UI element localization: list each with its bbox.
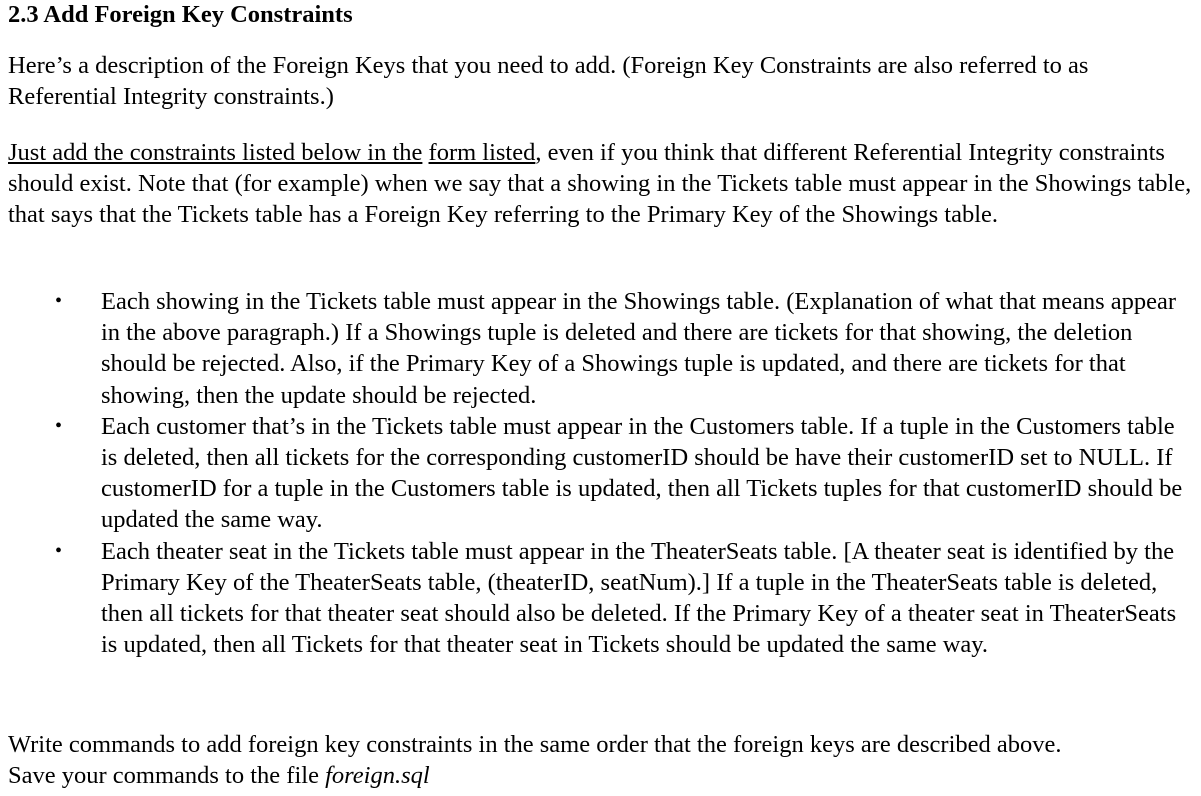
constraint-text-showings: Each showing in the Tickets table must appear in the Showings table. (Explanation of what that means appear in the above paragraph.) If a Showings tuple is deleted and there are tickets for that showing, the deletion should be rejected. Also, if the Primary Key of a Showings tuple is updated, and there are tickets for that showing, then the update should be rejected. [101,288,1177,409]
constraint-list [0,286,1201,660]
list-item [0,536,1201,661]
constraint-text-customers: Each customer that’s in the Tickets table must appear in the Customers table. If a tuple in the Customers table is deleted, then all tickets for the corresponding customerID should be have their customerID set to NULL. If customerID for a tuple in the Customers table is updated, then all Tickets tuples for that customerID should be updated the same way. [101,412,1183,534]
intro-paragraph: Here’s a description of the Foreign Keys that you need to add. (Foreign Key Constraints are also referred to as Referential Integrity constraints.) [8,52,1089,111]
list-item [0,411,1201,536]
closing-line-2-prefix: Save your commands to the file [8,762,326,790]
closing-paragraph [8,729,1193,791]
underlined-phrase-constraints: Just add the constraints listed below in the [8,139,423,166]
bullet-icon: • [55,414,63,437]
filename: foreign.sql [325,762,430,790]
list-item [0,286,1201,411]
instruction-paragraph [8,137,1193,231]
bullet-icon: • [55,539,63,562]
bullet-icon: • [55,290,63,312]
section-heading: 2.3 Add Foreign Key Constraints [8,1,353,28]
closing-line-1: Write commands to add foreign key constraints in the same order that the foreign keys are described above. [8,731,1062,758]
constraint-text-theaterseats: Each theater seat in the Tickets table must appear in the TheaterSeats table. [A theater seat is identified by the Primary Key of the TheaterSeats table, (theaterID, seatNum).] If a tuple in the TheaterSeats table is deleted, then all tickets for that theater seat should also be deleted. If the Primary Key of a theater seat in TheaterSeats is updated, then all Tickets for that theater seat in Tickets should be updated the same way. [101,537,1177,659]
underlined-phrase-form: form listed [428,139,536,166]
instruction-rest: , even if you think that different Referential Integrity constraints should exist. Note that (for example) when we say that a showing in the Tickets table must appear in the Showings table, that says that the Tickets table has a Foreign Key referring to the Primary Key of the Showings table. [8,139,1192,229]
